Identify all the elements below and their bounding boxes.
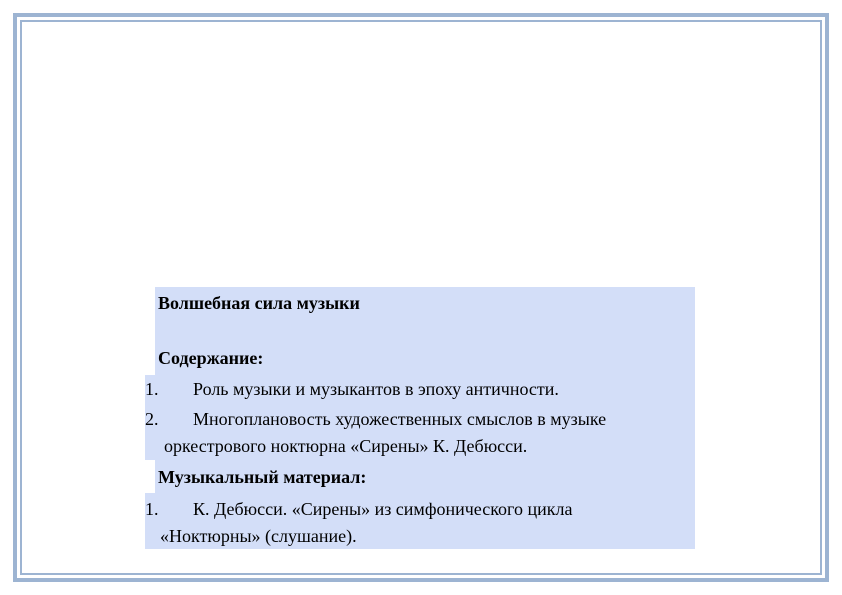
slide-title: Волшебная сила музыки bbox=[158, 293, 360, 313]
list-item-text-continued: «Ноктюрны» (слушание). bbox=[160, 526, 357, 546]
list-item-number: 1. bbox=[145, 379, 159, 399]
highlight-gap bbox=[155, 315, 695, 346]
list-item-text: К. Дебюсси. «Сирены» из симфонического цикла bbox=[193, 499, 573, 519]
list-item-text: Роль музыки и музыкантов в эпоху античности. bbox=[193, 379, 559, 399]
material-heading: Музыкальный материал: bbox=[158, 467, 367, 487]
list-item-number: 1. bbox=[145, 499, 159, 519]
list-item-text-continued: оркестрового ноктюрна «Сирены» К. Дебюсси. bbox=[164, 436, 528, 456]
list-item-number: 2. bbox=[145, 409, 159, 429]
list-item-text: Многоплановость художественных смыслов в музыке bbox=[193, 409, 607, 429]
content-heading: Содержание: bbox=[158, 348, 264, 368]
